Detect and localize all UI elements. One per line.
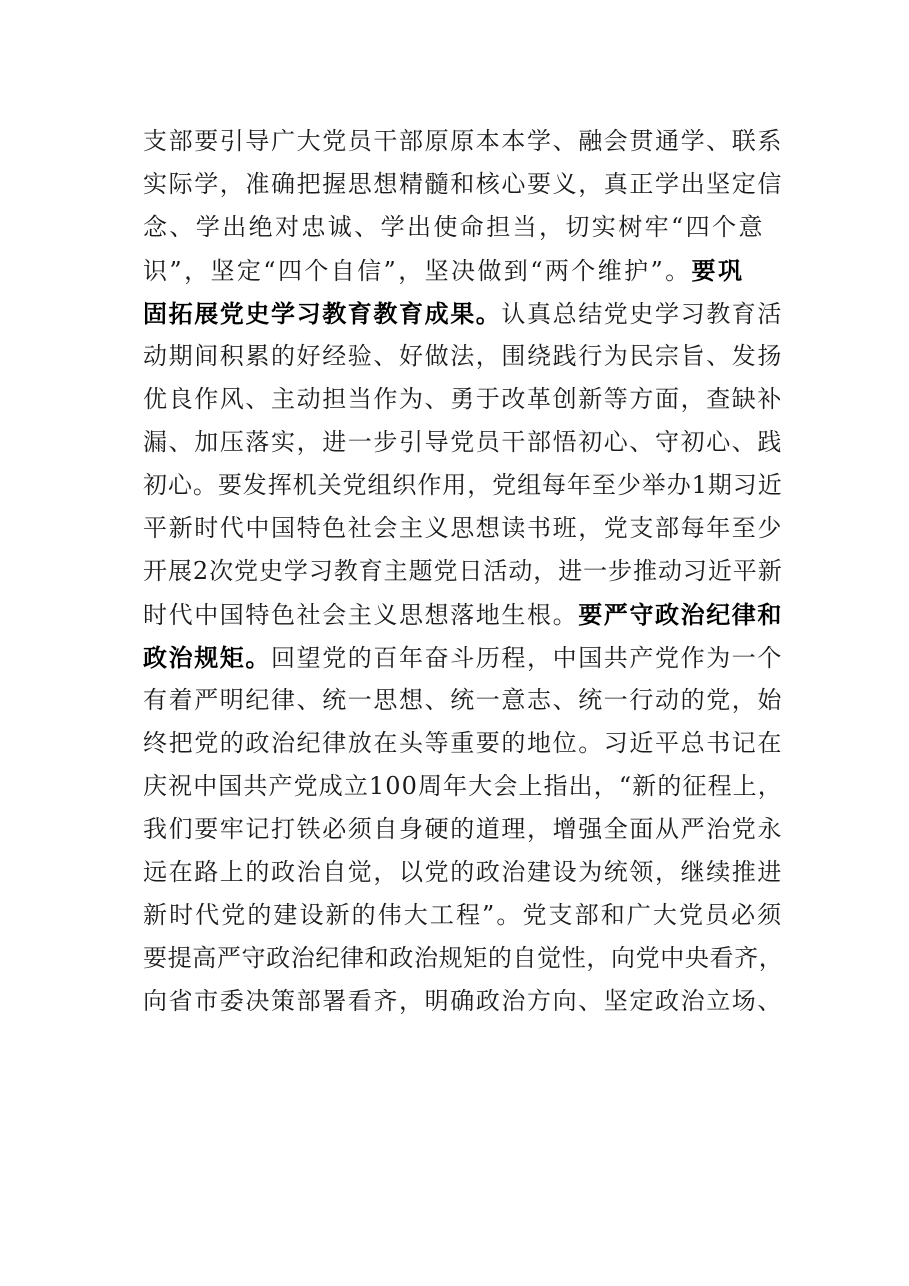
body-text-segment: 有着严明纪律、统一思想、统一意志、统一行动的党，始	[143, 686, 783, 714]
body-text-segment: 认真总结党史学习教育活	[501, 300, 784, 328]
body-text-segment: 远在路上的政治自觉，以党的政治建设为统领，继续推进	[143, 858, 783, 886]
body-text-segment: 要提高严守政治纪律和政治规矩的自觉性，向党中央看齐，	[143, 944, 784, 972]
bold-heading-text: 要严守政治纪律和	[578, 600, 784, 629]
text-line	[143, 722, 783, 765]
body-text-segment: 漏、加压落实，进一步引导党员干部悟初心、守初心、践	[143, 428, 783, 456]
text-line	[143, 507, 783, 550]
body-text-segment: 识”，坚定“四个自信”，坚决做到“两个维护”。	[143, 257, 692, 285]
body-text-segment: 开展2次党史学习教育主题党日活动，进一步推动习近平新	[143, 557, 783, 585]
text-line	[143, 894, 783, 937]
body-text-segment: 优良作风、主动担当作为、勇于改革创新等方面，查缺补	[143, 385, 783, 413]
body-text-segment: 时代中国特色社会主义思想落地生根。	[143, 601, 579, 629]
body-text-segment: 回望党的百年奋斗历程，中国共产党作为一个	[271, 644, 783, 672]
bold-heading-text: 固拓展党史学习教育教育成果。	[143, 299, 502, 328]
text-line	[143, 593, 783, 636]
text-line	[143, 464, 783, 507]
text-line	[143, 636, 783, 679]
bold-heading-text: 政治规矩。	[143, 643, 271, 672]
body-text-segment: 庆祝中国共产党成立100周年大会上指出，“新的征程上，	[143, 772, 783, 800]
text-line	[143, 421, 783, 464]
text-line	[143, 765, 783, 808]
text-line	[143, 808, 783, 851]
text-line	[143, 335, 783, 378]
text-line	[143, 249, 783, 292]
body-text-segment: 向省市委决策部署看齐，明确政治方向、坚定政治立场、	[143, 987, 783, 1015]
text-line	[143, 679, 783, 722]
body-text-segment: 新时代党的建设新的伟大工程”。党支部和广大党员必须	[143, 901, 784, 929]
text-line	[143, 937, 783, 980]
text-line	[143, 206, 783, 249]
body-text-segment: 实际学，准确把握思想精髓和核心要义，真正学出坚定信	[143, 170, 783, 198]
bold-heading-text: 要巩	[691, 256, 745, 285]
body-text	[143, 120, 783, 1023]
body-text-segment: 平新时代中国特色社会主义思想读书班，党支部每年至少	[143, 514, 783, 542]
body-text-segment: 我们要牢记打铁必须自身硬的道理，增强全面从严治党永	[143, 815, 783, 843]
body-text-segment: 终把党的政治纪律放在头等重要的地位。习近平总书记在	[143, 729, 783, 757]
body-text-segment: 支部要引导广大党员干部原原本本学、融会贯通学、联系	[143, 127, 783, 155]
text-line	[143, 292, 783, 335]
text-line	[143, 378, 783, 421]
text-line	[143, 980, 783, 1023]
text-line	[143, 120, 783, 163]
text-line	[143, 163, 783, 206]
body-text-segment: 动期间积累的好经验、好做法，围绕践行为民宗旨、发扬	[143, 342, 783, 370]
body-text-segment: 初心。要发挥机关党组织作用，党组每年至少举办1期习近	[143, 471, 783, 499]
text-line	[143, 550, 783, 593]
body-text-segment: 念、学出绝对忠诚、学出使命担当，切实树牢“四个意	[143, 213, 765, 241]
text-line	[143, 851, 783, 894]
